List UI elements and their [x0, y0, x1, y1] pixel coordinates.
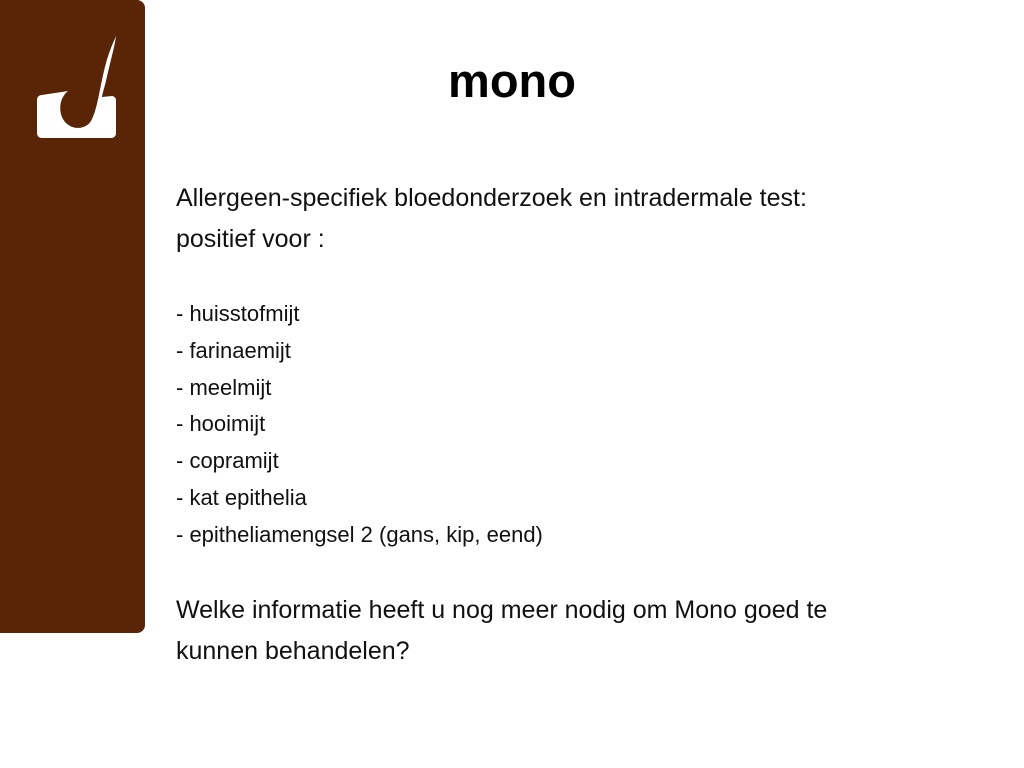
- question-line-1: Welke informatie heeft u nog meer nodig om Mono goed te: [176, 595, 828, 624]
- list-item: - epitheliamengsel 2 (gans, kip, eend): [176, 521, 543, 547]
- intro-line-1: Allergeen-specifiek bloedonderzoek en intradermale test:: [176, 184, 807, 212]
- intro-line-2: positief voor :: [176, 225, 325, 253]
- list-item: - kat epithelia: [176, 484, 307, 510]
- list-item: - meelmijt: [176, 374, 272, 400]
- list-item: - hooimijt: [176, 411, 266, 437]
- list-item: - copramijt: [176, 448, 279, 474]
- list-item: - huisstofmijt: [176, 301, 300, 326]
- list-item: - farinaemijt: [176, 337, 291, 363]
- slide-content: [176, 178, 956, 672]
- slide-title: mono: [448, 54, 576, 107]
- question-text: [176, 590, 956, 672]
- allergen-list: [176, 296, 956, 554]
- question-line-2: kunnen behandelen?: [176, 636, 410, 665]
- intro-text: [176, 178, 956, 260]
